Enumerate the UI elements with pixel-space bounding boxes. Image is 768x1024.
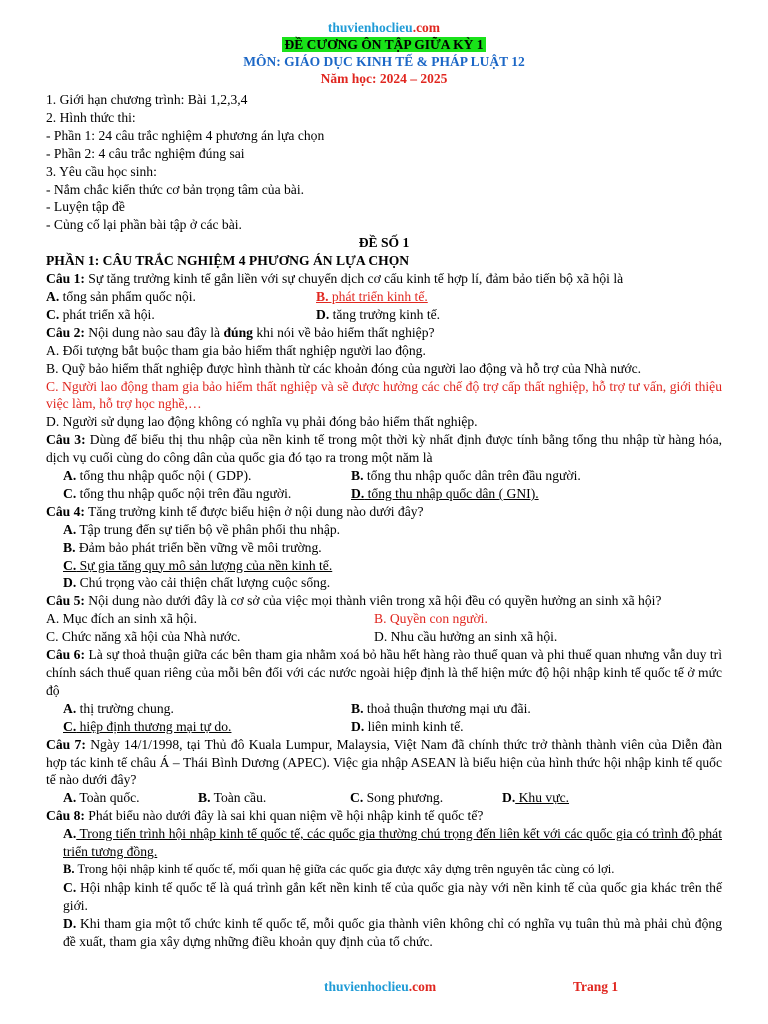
q6-options-row [46,700,722,718]
intro-line: - Nắm chắc kiến thức cơ bản trọng tâm của bài. [46,181,305,197]
option-c: C. tổng thu nhập quốc nội trên đầu người. [63,485,292,501]
option-a: A. tổng thu nhập quốc nội ( GDP). [63,468,252,484]
option-d: D. liên minh kinh tế. [351,718,464,734]
q5-options-row [46,628,722,646]
option-c-answer: C. Sự gia tăng quy mô sản lượng của nền kinh tế. [63,557,333,573]
option-c: C. Chức năng xã hội của Nhà nước. [46,629,241,645]
option-d: D. Người sử dụng lao động không có nghĩa vụ phải đóng bảo hiểm thất nghiệp. [46,414,478,430]
option-a-answer: A. Trong tiến trình hội nhập kinh tế quốc tế, các quốc gia thường chú trọng đến liên kết với các quốc gia có trình độ phát triển tương đồng. [63,826,722,860]
intro-line: 1. Giới hạn chương trình: Bài 1,2,3,4 [46,92,248,107]
document-body [46,91,722,951]
page-number: Trang 1 [573,979,619,994]
option-d: D. tăng trưởng kinh tế. [316,306,441,322]
q1-options-row [46,288,722,306]
q3-options-row [46,485,722,503]
intro-line: - Củng cố lại phần bài tập ở các bài. [46,217,242,233]
option-b: B. thoả thuận thương mại ưu đãi. [351,700,531,716]
option-c: C. Song phương. [350,790,444,806]
question-3: Câu 3: Dùng để biểu thị thu nhập của nền kinh tế trong một thời kỳ nhất định được tính bằng tổng thu nhập từ hàng hóa, dịch vụ cuối cùng do công dân của quốc gia đó tạo ra trong một năm là [46,432,723,466]
q3-options-row [46,467,722,485]
footer-site-link[interactable]: thuvienhoclieu.com [324,979,437,994]
q7-options-row [46,789,722,807]
site-name[interactable]: thuvienhoclieu.com [327,20,441,35]
option-d: D. Khi tham gia một tổ chức kinh tế quốc tế, mỗi quốc gia thành viên không chỉ có nghĩa vụ tuân thủ mà phải chủ động đề xuất, tham gia xây dựng những điều khoản quy định của tổ chức. [63,915,722,949]
q1-options-row [46,306,722,324]
school-year: Năm học: 2024 – 2025 [320,71,448,86]
question-1: Câu 1: Sự tăng trưởng kinh tế gắn liền với sự chuyển dịch cơ cấu kinh tế hợp lí, đảm bảo tiến bộ xã hội là [46,271,624,287]
option-b: B. Đảm bảo phát triển bền vững về môi trường. [63,539,322,555]
option-d: D. Chú trọng vào cải thiện chất lượng cuộc sống. [63,575,331,591]
option-c: C. phát triển xã hội. [46,306,155,322]
option-a: A. thị trường chung. [63,700,174,716]
intro-line: 3. Yêu cầu học sinh: [46,163,157,179]
intro-line: 2. Hình thức thi: [46,109,136,125]
option-d-answer: D. tổng thu nhập quốc dân ( GNI). [351,485,539,501]
q5-options-row [46,610,722,628]
option-d-answer: D. Khu vực. [502,790,570,806]
option-d: D. Nhu cầu hưởng an sinh xã hội. [374,629,558,645]
subject-title: MÔN: GIÁO DỤC KINH TẾ & PHÁP LUẬT 12 [243,54,525,69]
question-7: Câu 7: Ngày 14/1/1998, tại Thủ đô Kuala Lumpur, Malaysia, Việt Nam đã chính thức trở thành thành viên của Diễn đàn hợp tác kinh tế châu Á – Thái Bình Dương (APEC). Việc gia nhập ASEAN là biểu hiện của hình thức hội nhập kinh tế quốc tế nào dưới đây? [46,736,722,788]
option-c: C. Hội nhập kinh tế quốc tế là quá trình gắn kết nền kinh tế của quốc gia này với nền kinh tế của quốc gia khác trên thế giới. [63,879,722,913]
option-c-answer: C. hiệp định thương mại tự do. [63,718,232,734]
option-a: A. tổng sản phẩm quốc nội. [46,288,196,304]
question-8: Câu 8: Phát biểu nào dưới đây là sai khi quan niệm về hội nhập kinh tế quốc tế? [46,808,484,824]
option-a: A. Tập trung đến sự tiến bộ về phân phối thu nhập. [63,521,341,537]
document-header [0,19,768,87]
option-b: B. Trong hội nhập kinh tế quốc tế, mối quan hệ giữa các quốc gia được xây dựng trên nguyên tắc cùng có lợi. [63,861,615,876]
option-a: A. Đối tượng bắt buộc tham gia bảo hiểm thất nghiệp người lao động. [46,342,426,358]
option-a: A. Toàn quốc. [63,790,140,806]
option-c-answer: C. Người lao động tham gia bảo hiểm thất nghiệp và sẽ được hưởng các chế độ trợ cấp thất nghiệp, hỗ trợ tư vấn, giới thiệu việc làm, hỗ trợ học nghề,… [46,378,722,412]
option-b: B. Toàn cầu. [198,790,267,806]
question-4: Câu 4: Tăng trưởng kinh tế được biểu hiện ở nội dung nào dưới đây? [46,503,424,519]
part-title: PHẦN 1: CÂU TRẮC NGHIỆM 4 PHƯƠNG ÁN LỰA CHỌN [46,253,410,269]
option-a: A. Mục đích an sinh xã hội. [46,611,198,627]
intro-line: - Phần 1: 24 câu trắc nghiệm 4 phương án lựa chọn [46,127,325,143]
option-b: B. tổng thu nhập quốc dân trên đầu người. [351,468,581,484]
intro-line: - Luyện tập đề [46,199,125,215]
option-b: B. Quỹ bảo hiểm thất nghiệp được hình thành từ các khoản đóng của người lao động và hỗ trợ của Nhà nước. [46,360,642,376]
question-6: Câu 6: Là sự thoả thuận giữa các bên tham gia nhằm xoá bỏ hầu hết hàng rào thuế quan và phi thuế quan nhưng vẫn duy trì chính sách thuế quan riêng của mỗi bên đối với các nước ngoài hiệp định là thể hiện mức độ hội nhập kinh tế quốc tế ở mức độ [46,647,722,698]
option-b-answer: B. phát triển kinh tế. [316,288,428,304]
intro-line: - Phần 2: 4 câu trắc nghiệm đúng sai [46,145,245,161]
page-footer [0,979,768,999]
option-b-answer: B. Quyền con người. [374,611,488,627]
question-2: Câu 2: Nội dung nào sau đây là đúng khi nói về bảo hiểm thất nghiệp? [46,324,435,340]
q6-options-row [46,718,722,736]
question-5: Câu 5: Nội dung nào dưới đây là cơ sở của việc mọi thành viên trong xã hội đều có quyền hưởng an sinh xã hội? [46,593,662,609]
document-title: ĐỀ CƯƠNG ÔN TẬP GIỮA KỲ 1 [284,37,484,52]
exam-title: ĐỀ SỐ 1 [358,235,410,251]
